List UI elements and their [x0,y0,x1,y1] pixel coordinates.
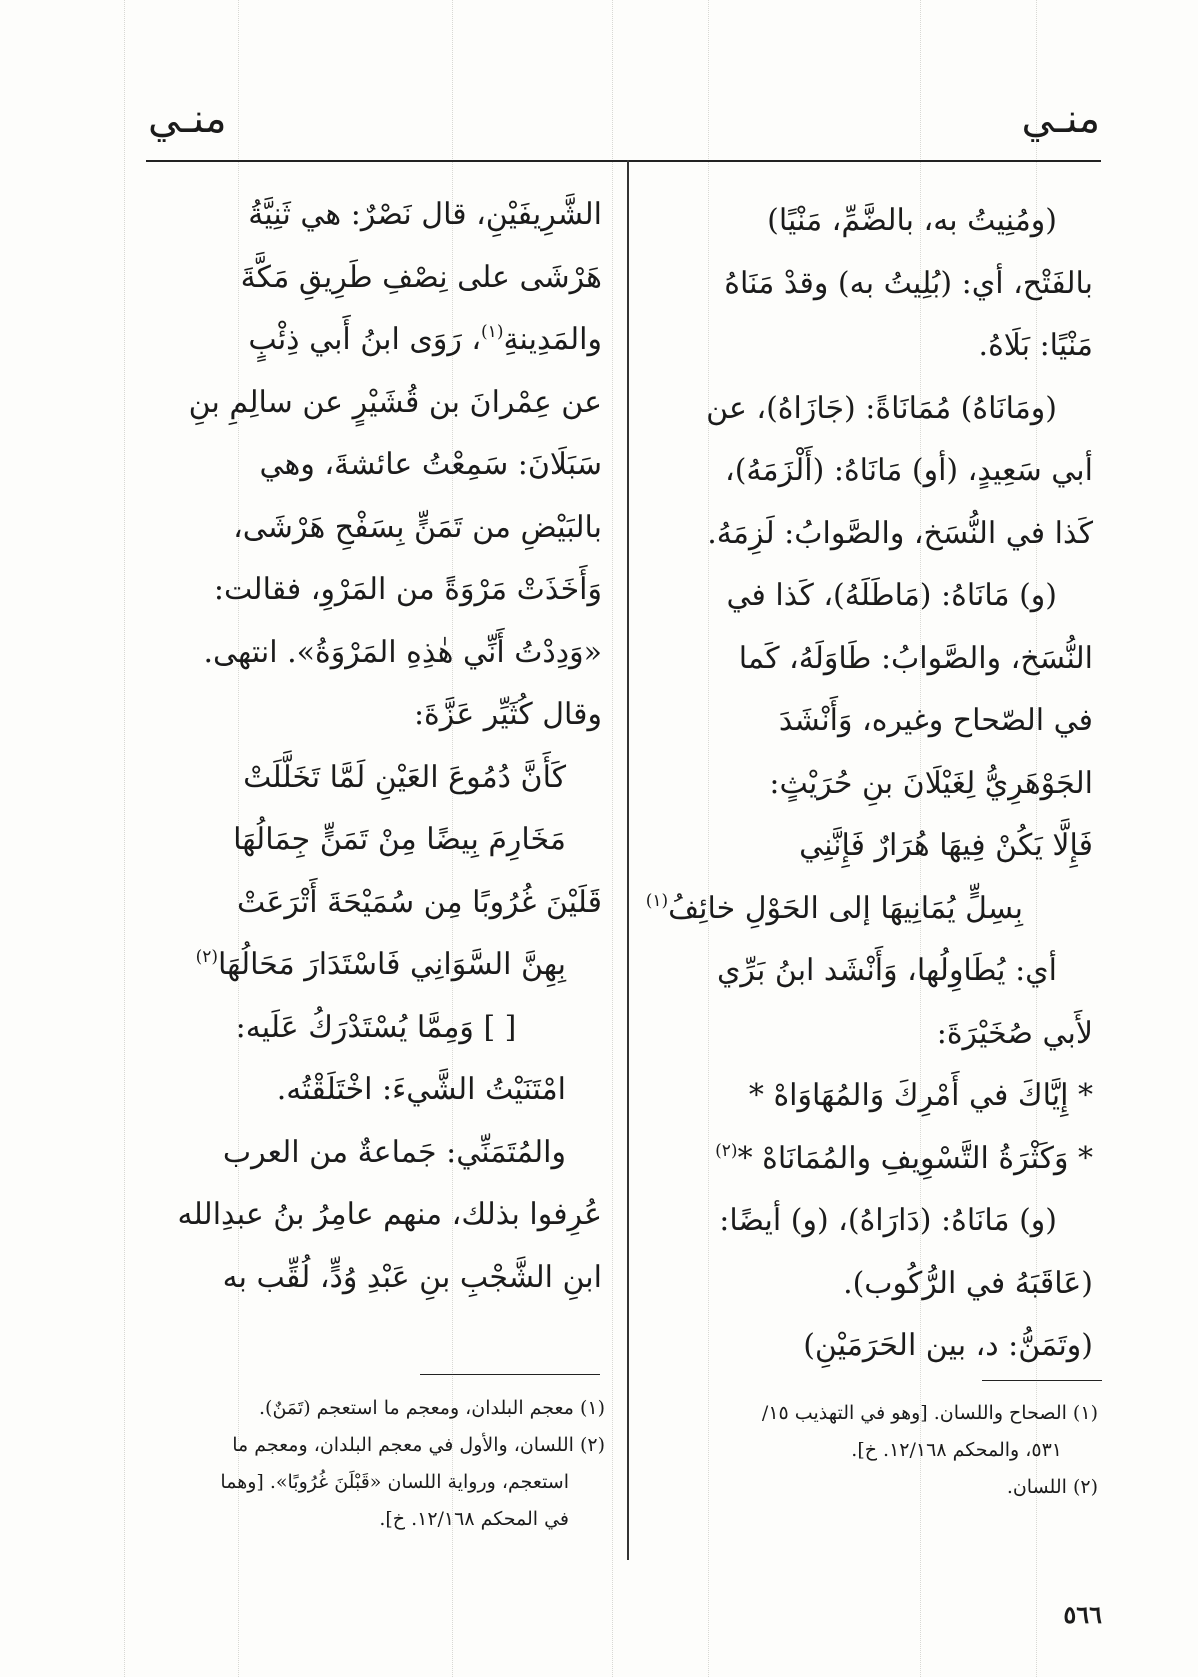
text-line: الشَّرِيفَيْنِ، قال نَصْرٌ: هي ثَنِيَّةُ [248,197,602,232]
entry-headword-line: (وتَمَنُّ: د، بين الحَرَمَيْنِ) [803,1328,1093,1363]
text-line: (ومُنِيتُ به، بالضَّمِّ، مَنْيًا) [767,203,1057,238]
footnotes-right [656,1395,1098,1506]
text-line: بالفَتْح، أي: (بُلِيتُ به) وقدْ مَنَاهُ [724,265,1093,301]
text-line: ابنِ الشَّجْبِ بنِ عَبْدِ وُدٍّ، لُقِّب به [222,1259,602,1295]
page-number: ٥٦٦ [1063,1600,1102,1629]
footnote-continuation: ٥٣١، والمحكم ١٢/١٦٨. خ]. [851,1439,1062,1461]
text-line [150,309,602,372]
footnote: (١) الصحاح واللسان. [وهو في التهذيب ١٥/ [761,1402,1098,1424]
running-header-left: منـي [148,96,227,142]
header-rule [146,160,1101,162]
left-column [150,184,602,1309]
verse-line: قَلَيْنَ غُرُوبًا مِن سُمَيْحَةَ أَتْرَعَتْ [236,884,602,920]
text-line: النُّسَخ، والصَّوابُ: طَاوَلَهُ، كَما [738,640,1093,676]
footnote: (٢) اللسان. [1006,1476,1098,1498]
text-line: الجَوْهَرِيُّ لِغَيْلَانَ بنِ حُرَيْثٍ: [769,765,1093,801]
text-line: سَبَلَانَ: سَمِعْتُ عائشةَ، وهي [259,447,602,482]
verse-line: * إِيَّاكَ في أَمْرِكَ وَالمُهَاوَاهْ * [748,1078,1093,1113]
text-line: (عَاقَبَهُ في الرُّكُوب). [843,1265,1093,1301]
text-line: هَرْشَى على نِصْفِ طَرِيقِ مَكَّةَ [240,259,602,295]
footnote-continuation: في المحكم ١٢/١٦٨. خ]. [379,1508,569,1530]
text-line: بالبَيْضِ من تَمَنٍّ بِسَفْحِ هَرْشَى، [233,509,602,545]
text-line: عُرِفوا بذلك، منهم عامِرُ بنُ عبدِالله [177,1197,602,1232]
footnote-continuation: استعجم، ورواية اللسان «قَبْلَنَ غُرُوبًا». [وهما [220,1471,569,1493]
footnote: (٢) اللسان، والأول في معجم البلدان، ومعجم ما [232,1434,605,1456]
verse-text: بِسِلٍّ يُمَانِيهَا إلى الحَوْلِ خائِفُ [668,890,1023,926]
text-line: لأَبي صُخَيْرَةَ: [936,1015,1093,1051]
text-line: «وَدِدْتُ أَنِّي هٰذِهِ المَرْوَةُ». انتهى. [203,634,602,670]
verse-line: مَخَارِمَ بِيضًا مِنْ تَمَنٍّ جِمَالُهَا [233,822,566,857]
section-heading: [ ] وَمِمَّا يُسْتَدْرَكُ عَلَيه: [235,1009,517,1045]
verse-text: بِهِنَّ السَّوَانِي فَاسْتَدَارَ مَحَالُهَا [218,947,566,982]
text-line: والمُتَمَنِّي: جَماعةٌ من العرب [222,1134,566,1170]
verse-text: * وَكَثْرَةُ التَّسْوِيفِ والمُمَانَاهْ * [737,1140,1093,1176]
text-line: (و) مَانَاهُ: (مَاطَلَهُ)، كَذا في [726,578,1057,613]
footnote-marker: (٢) [195,947,219,967]
verse-line [645,878,1093,941]
right-column [645,190,1093,1378]
scan-guide-line [612,0,613,1677]
footnote-marker: (١) [645,890,669,911]
text-line: أبي سَعِيدٍ، (أو) مَانَاهُ: (أَلْزَمَهُ)، [725,453,1093,488]
scan-guide-line [124,0,125,1677]
text-line: مَنْيًا: بَلَاهُ. [978,328,1093,363]
text-line: وَأَخَذَتْ مَرْوَةً من المَرْوِ، فقالت: [213,572,602,607]
text-line: وقال كُثَيِّر عَزَّةَ: [413,697,602,732]
column-divider [627,160,629,1560]
verse-line: فَإِلَّا يَكُنْ فِيهَا هُرَارٌ فَإِنَّنِي [799,828,1093,863]
text-line: أي: يُطَاوِلُها، وَأَنْشَد ابنُ بَرِّي [716,953,1057,988]
footnotes-left [150,1390,605,1538]
running-header-right: منـي [1021,96,1100,142]
footnote-rule [420,1374,600,1375]
footnote-marker: (٢) [715,1140,738,1161]
text-line: في الصّحاح وغيره، وَأَنْشَدَ [778,703,1093,738]
text-line: (ومَانَاهُ) مُمَانَاةً: (جَازَاهُ)، عن [706,390,1057,426]
text-line: (و) مَانَاهُ: (دَارَاهُ)، (و) أيضًا: [719,1203,1057,1238]
text-line: عن عِمْرانَ بن قُشَيْرٍ عن سالِمِ بنِ [188,384,602,420]
footnote-marker: (١) [481,322,504,342]
verse-line: كَأَنَّ دُمُوعَ العَيْنِ لَمَّا تَخَلَّلَتْ [243,759,566,795]
text-line: كَذا في النُّسَخ، والصَّوابُ: لَزِمَهُ. [707,515,1093,551]
text-line: امْتَنَيْتُ الشَّيءَ: اخْتَلَقْتُه. [276,1072,566,1107]
verse-line [656,1128,1093,1191]
footnote-rule [982,1380,1102,1381]
verse-line [150,934,602,997]
text-fragment: والمَدِينةِ [503,322,602,357]
text-fragment: ، رَوَى ابنُ أَبي ذِئْبٍ [248,322,482,357]
footnote: (١) معجم البلدان، ومعجم ما استعجم (تَمَنٌ). [259,1397,605,1419]
